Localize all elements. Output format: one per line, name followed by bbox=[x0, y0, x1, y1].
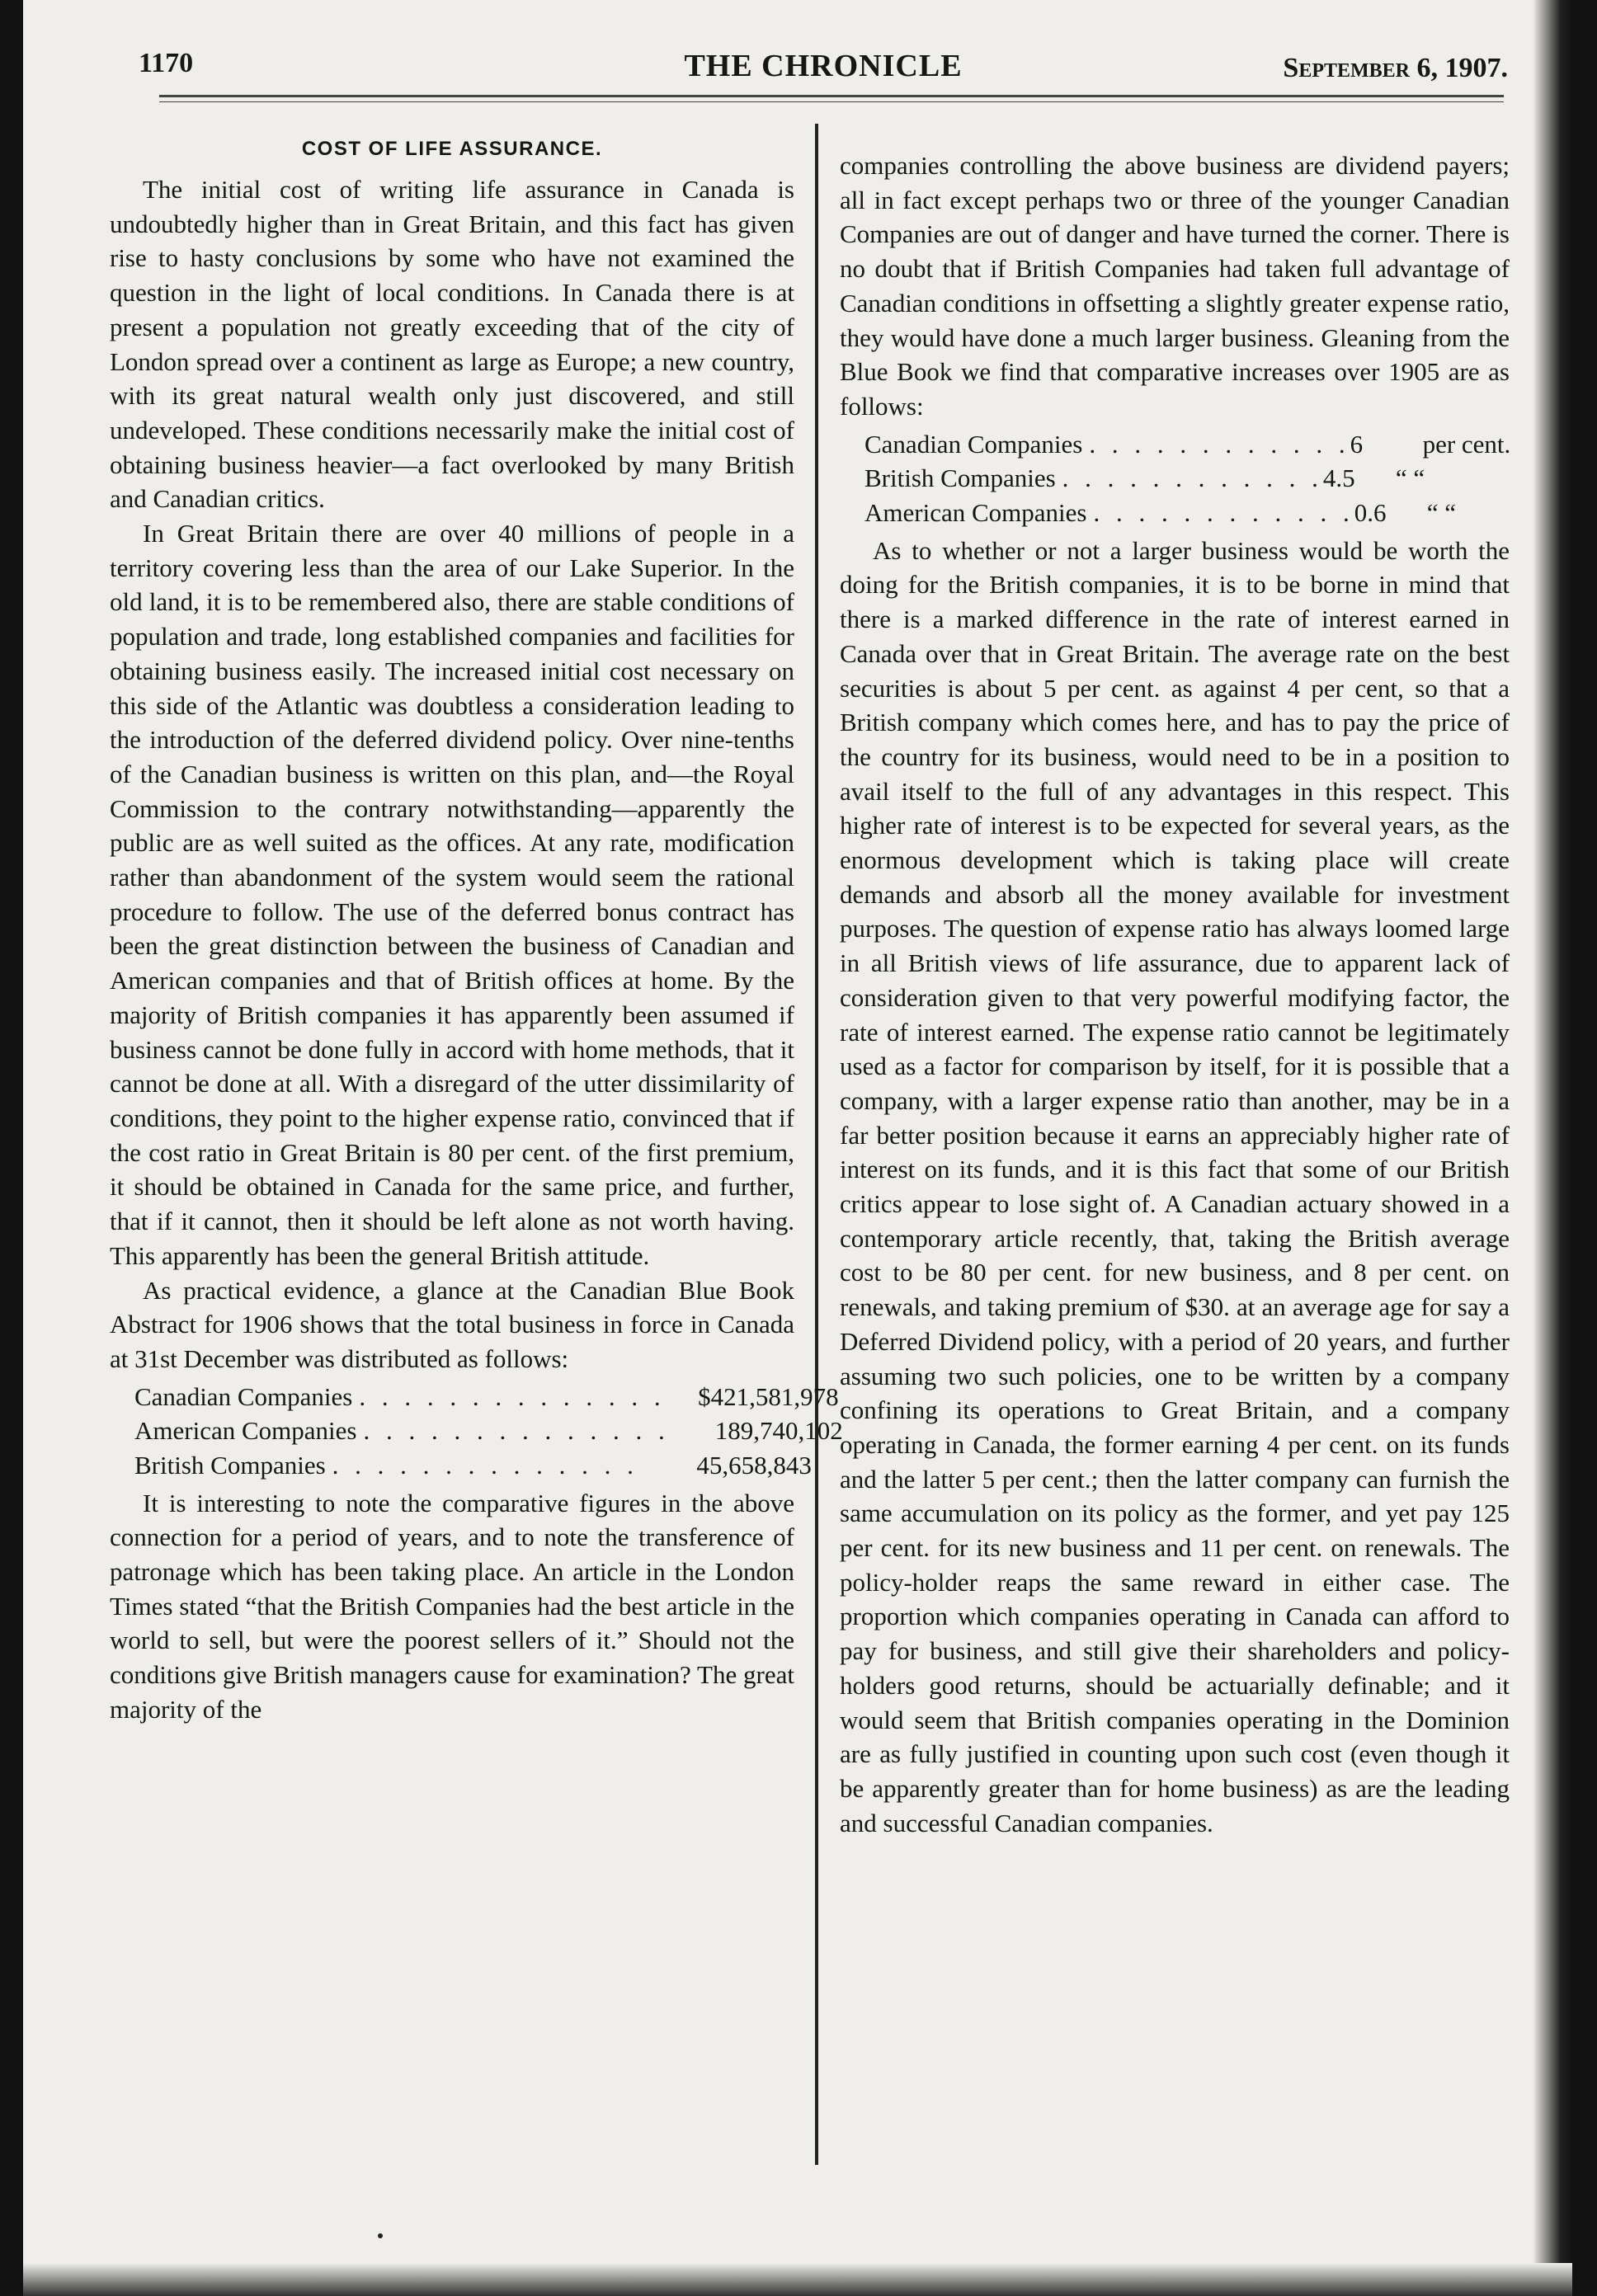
business-in-force-table bbox=[134, 1380, 843, 1483]
table-row bbox=[134, 1414, 843, 1448]
page-edge-shadow bbox=[1533, 0, 1572, 2296]
table-row bbox=[134, 1380, 839, 1414]
journal-title: THE CHRONICLE bbox=[684, 49, 963, 83]
amount: 189,740,102 bbox=[714, 1416, 843, 1446]
paragraph-3: As practical evidence, a glance at the Canadian Blue Book Abstract for 1906 shows that the total business in force in Canada at 31st December was distributed as follows: bbox=[110, 1275, 794, 1373]
increase-unit: “ “ bbox=[1395, 463, 1425, 493]
left-column bbox=[110, 128, 843, 1727]
header-rule bbox=[159, 95, 1504, 97]
leader-dots: . . . . . . . . . . . . bbox=[1062, 463, 1323, 493]
increase-unit: per cent. bbox=[1422, 429, 1511, 459]
paragraph-4: It is interesting to note the comparative figures in the above connection for a period of years, and to note the transference of patronage which has been taking place. An article in the London Times stated “that the British Companies had the best article in the world to sell, but were the poorest sellers of it.” Should not the conditions give British managers cause for examination? The great majority of the bbox=[110, 1488, 794, 1724]
article-heading: COST OF LIFE ASSURANCE. bbox=[301, 138, 603, 160]
paragraph-1: The initial cost of writing life assurance in Canada is undoubtedly higher than in Great Britain, and this fact has given rise to hasty conclusions by some who have not examined the question in the light of local conditions. In Canada there is at present a population not greatly exceeding that of the city of London spread over a continent as large as Europe; a new country, with its great natural wealth only just discovered, and still undeveloped. These conditions necessarily make the initial cost of obtaining business heavier—a fact overlooked by many British and Canadian critics. bbox=[110, 175, 794, 514]
paragraph-2: In Great Britain there are over 40 millions of people in a territory covering less than the area of our Lake Superior. In the old land, it is to be remembered also, there are stable conditions of population and trade, long established companies and facilities for obtaining business easily. The increased initial cost necessary on this side of the Atlantic was doubtless a consideration leading to the introduction of the deferred dividend policy. Over nine-tenths of the Canadian business is written on this plan, and—the Royal Commission to the contrary notwithstanding—apparently the public are as well suited as the offices. At any rate, modification rather than abandonment of the system would seem the rational procedure to follow. The use of the deferred bonus contract has been the great distinction between the business of Canadian and American companies and that of British offices at home. By the majority of British companies it has apparently been assumed if business cannot be done fully in accord with home methods, that it cannot be done at all. With a disregard of the utter dissimilarity of conditions, they point to the higher expense ratio, convinced that if the cost ratio in Great Britain is 80 per cent. of the first premium, it should be obtained in Canada for the same price, and further, that if it cannot, then it should be left alone as not worth having. This apparently has been the general British attitude. bbox=[110, 519, 794, 1270]
paragraph-6: As to whether or not a larger business would be worth the doing for the British companies, it is to be borne in mind that there is a marked difference in the rate of interest earned in Canada over that in Great Britain. The average rate on the best securities is about 5 per cent. as against 4 per cent, so that a British company which comes here, and has to pay the price of the country for its business, would need to be in a position to avail itself to the full of any advantages in this respect. This higher rate of interest is to be expected for several years, as the enormous development which is taking place will create demands and absorb all the money available for investment purposes. The question of expense ratio has always loomed large in all British views of life assurance, due to apparent lack of consideration given to that very powerful modifying factor, the rate of interest earned. The expense ratio cannot be legitimately used as a factor for comparison by itself, for it is possible that a company, with a larger expense ratio than another, may be in a far better position because it earns an appreciably higher rate of interest on its funds, and it is this fact that some of our British critics appear to lose sight of. A Canadian actuary showed in a contemporary article recently, that, taking the British average cost to be 80 per cent. for new business, and 8 per cent. on renewals, and taking premium of $30. at an average age for say a Deferred Dividend policy, with a period of 20 years, and further assuming two such policies, one to be written by a company confining its operations to Great Britain, and a company operating in Canada, the former earning 4 per cent. on its funds and the latter 5 per cent.; then the latter company can furnish the same accumulation on its policy as the former, and yet pay 125 per cent. for its new business and 11 per cent. on renewals. The policy-holder reaps the same reward in either case. The proportion which companies operating in Canada can afford to pay for business, and still give their shareholders and policy-holders good returns, should be actuarially definable; and it would seem that British companies operating in the Dominion are as fully justified in counting upon such cost (even though it be apparently greater than for home business) as are the leading and successful Canadian companies. bbox=[840, 535, 1510, 1837]
increase-unit: “ “ bbox=[1426, 498, 1456, 527]
header-rule-thin bbox=[159, 101, 1504, 102]
print-speck bbox=[378, 2233, 383, 2238]
company-name: British Companies bbox=[864, 463, 1056, 493]
amount: 45,658,843 bbox=[696, 1450, 812, 1480]
company-name: Canadian Companies bbox=[864, 429, 1083, 459]
page-bottom-shadow bbox=[23, 2263, 1572, 2296]
paragraph-5: companies controlling the above business are dividend payers; all in fact except perhaps two or three of the younger Canadian Companies are out of danger and have turned the corner. There is no doubt that if British Companies had taken full advantage of Canadian conditions in offsetting a slightly greater expense ratio, they would have done a much larger business. Gleaning from the Blue Book we find that comparative increases over 1905 are as follows: bbox=[840, 151, 1510, 421]
column-divider bbox=[815, 124, 818, 2165]
issue-date: September 6, 1907. bbox=[1283, 53, 1508, 83]
page-number: 1170 bbox=[139, 48, 194, 78]
increase-table bbox=[864, 427, 1510, 530]
leader-dots: . . . . . . . . . . . . . . bbox=[332, 1450, 638, 1480]
leader-dots: . . . . . . . . . . . . bbox=[1089, 429, 1350, 459]
newspaper-page bbox=[23, 0, 1572, 2296]
leader-dots: . . . . . . . . . . . . . . bbox=[359, 1381, 666, 1411]
increase-value: 4.5 bbox=[1322, 463, 1355, 493]
company-name: American Companies bbox=[134, 1416, 357, 1446]
right-column bbox=[840, 148, 1510, 1840]
company-name: Canadian Companies bbox=[134, 1381, 353, 1411]
table-row bbox=[864, 461, 1510, 496]
leader-dots: . . . . . . . . . . . . bbox=[1093, 498, 1354, 527]
company-name: American Companies bbox=[864, 498, 1087, 527]
table-row bbox=[134, 1448, 812, 1483]
page-header bbox=[139, 48, 1508, 97]
table-row bbox=[864, 427, 1510, 462]
increase-value: 6 bbox=[1350, 429, 1364, 459]
increase-value: 0.6 bbox=[1354, 498, 1387, 527]
company-name: British Companies bbox=[134, 1450, 326, 1480]
amount: $421,581,978 bbox=[698, 1381, 839, 1411]
table-row bbox=[864, 496, 1510, 530]
leader-dots: . . . . . . . . . . . . . . bbox=[363, 1416, 670, 1446]
